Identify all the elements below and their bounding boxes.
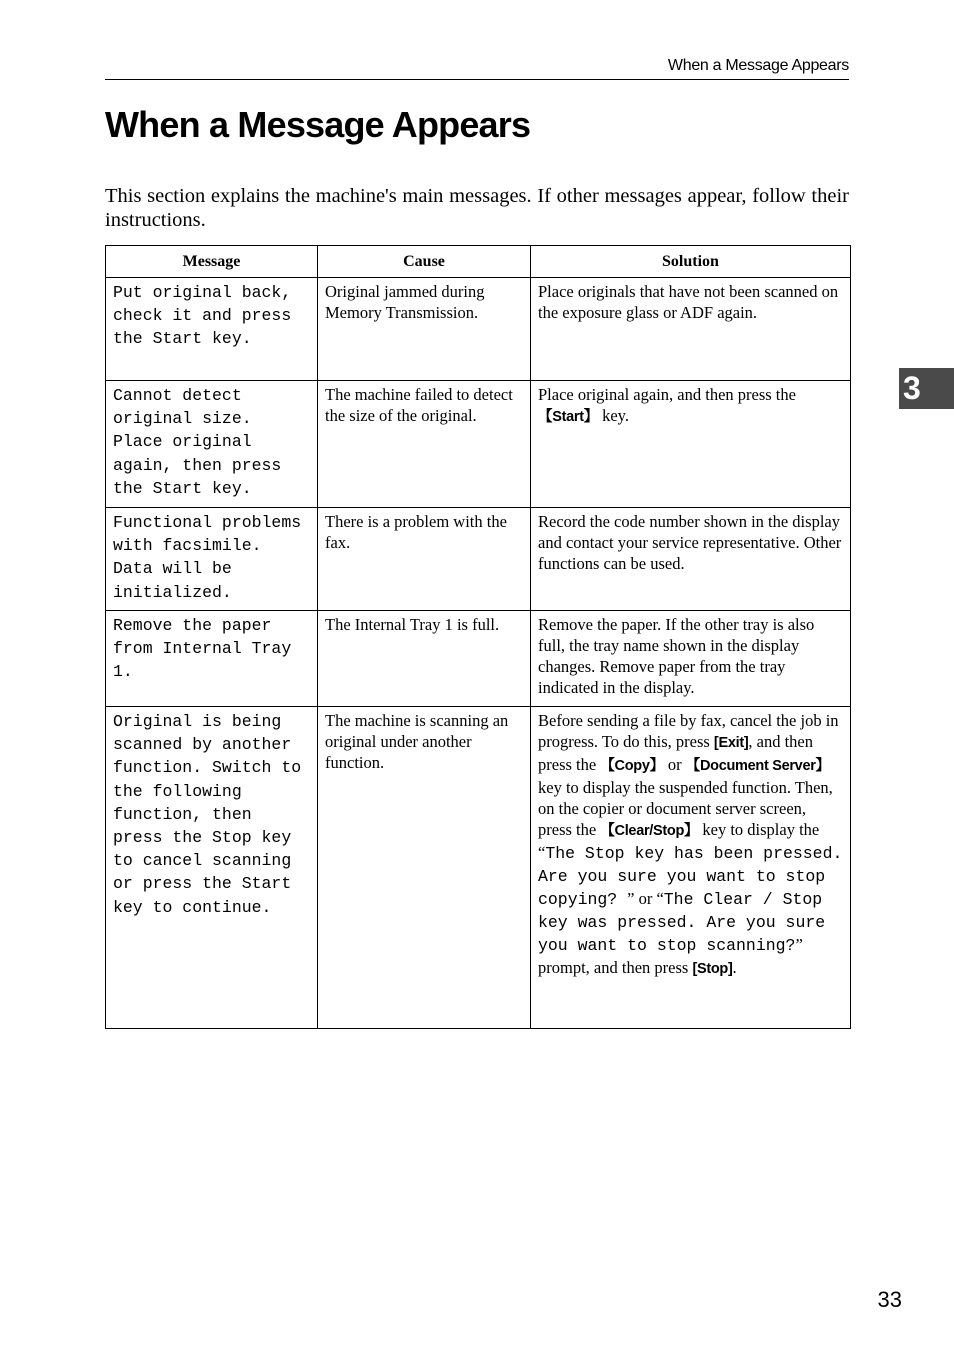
solution-cell: Place originals that have not been scanned on the exposure glass or ADF again. — [531, 278, 851, 381]
stop-scanning-prompt: The Clear / Stop key was pressed. Are you sure you want to stop scanning? — [538, 890, 826, 955]
solution-text: Before sending a file by fax, cancel the job in progress. To do this, press — [538, 711, 839, 751]
column-header-cause: Cause — [318, 246, 531, 278]
solution-cell: Remove the paper. If the other tray is also full, the tray name shown in the display changes. Remove paper from the tray indicated in the display. — [531, 611, 851, 707]
document-server-key-label: 【Document Server】 — [685, 758, 830, 774]
table-row — [106, 381, 851, 508]
page-number: 33 — [877, 1287, 902, 1312]
start-key-label: 【Start】 — [538, 409, 598, 425]
solution-text: , and then press the — [538, 732, 813, 774]
message-cell: Functional problems with facsimile. Data will be initialized. — [106, 508, 318, 611]
solution-text: or — [663, 755, 686, 774]
column-header-solution: Solution — [531, 246, 851, 278]
cause-cell: The machine is scanning an original under another function. — [318, 707, 531, 1029]
table-row — [106, 508, 851, 611]
page-title: When a Message Appears — [105, 104, 531, 145]
table-row — [106, 707, 851, 1029]
message-cell: Put original back, check it and press the Start key. — [106, 278, 318, 381]
exit-key-label: [Exit] — [713, 735, 749, 751]
column-header-message: Message — [106, 246, 318, 278]
message-table — [105, 245, 851, 1029]
cause-cell: There is a problem with the fax. — [318, 508, 531, 611]
stop-key-label: [Stop] — [692, 961, 733, 977]
table-row — [106, 278, 851, 381]
solution-text: ” prompt, and then press — [538, 935, 803, 977]
cause-cell: Original jammed during Memory Transmission. — [318, 278, 531, 381]
solution-text: key to display the suspended function. Then, on the copier or document server screen, press the — [538, 778, 833, 839]
copy-key-label: 【Copy】 — [600, 758, 664, 774]
table-row — [106, 611, 851, 707]
solution-text: . — [732, 958, 737, 977]
chapter-tab: 3 — [899, 368, 954, 409]
intro-paragraph: This section explains the machine's main messages. If other messages appear, follow their instructions. — [105, 185, 849, 231]
message-cell: Original is being scanned by another function. Switch to the following function, then press the Stop key to cancel scanning or press the Start key to continue. — [106, 707, 318, 1029]
message-cell: Remove the paper from Internal Tray 1. — [106, 611, 318, 707]
message-cell: Cannot detect original size. Place original again, then press the Start key. — [106, 381, 318, 508]
stop-copying-prompt: The Stop key has been pressed. Are you sure you want to stop copying? — [538, 844, 843, 909]
solution-text: ” or “ — [627, 889, 664, 908]
solution-text: Place original again, and then press the — [538, 385, 796, 404]
solution-cell: Record the code number shown in the display and contact your service representative. Other functions can be used. — [531, 508, 851, 611]
solution-text: key to display the “ — [538, 820, 820, 862]
clear-stop-key-label: 【Clear/Stop】 — [600, 823, 699, 839]
running-header: When a Message Appears — [667, 57, 849, 74]
header-rule — [105, 79, 849, 80]
cause-cell: The Internal Tray 1 is full. — [318, 611, 531, 707]
cause-cell: The machine failed to detect the size of the original. — [318, 381, 531, 508]
solution-cell — [531, 707, 851, 1029]
solution-text: key. — [597, 406, 629, 425]
solution-cell — [531, 381, 851, 508]
table-header-row — [106, 246, 851, 278]
